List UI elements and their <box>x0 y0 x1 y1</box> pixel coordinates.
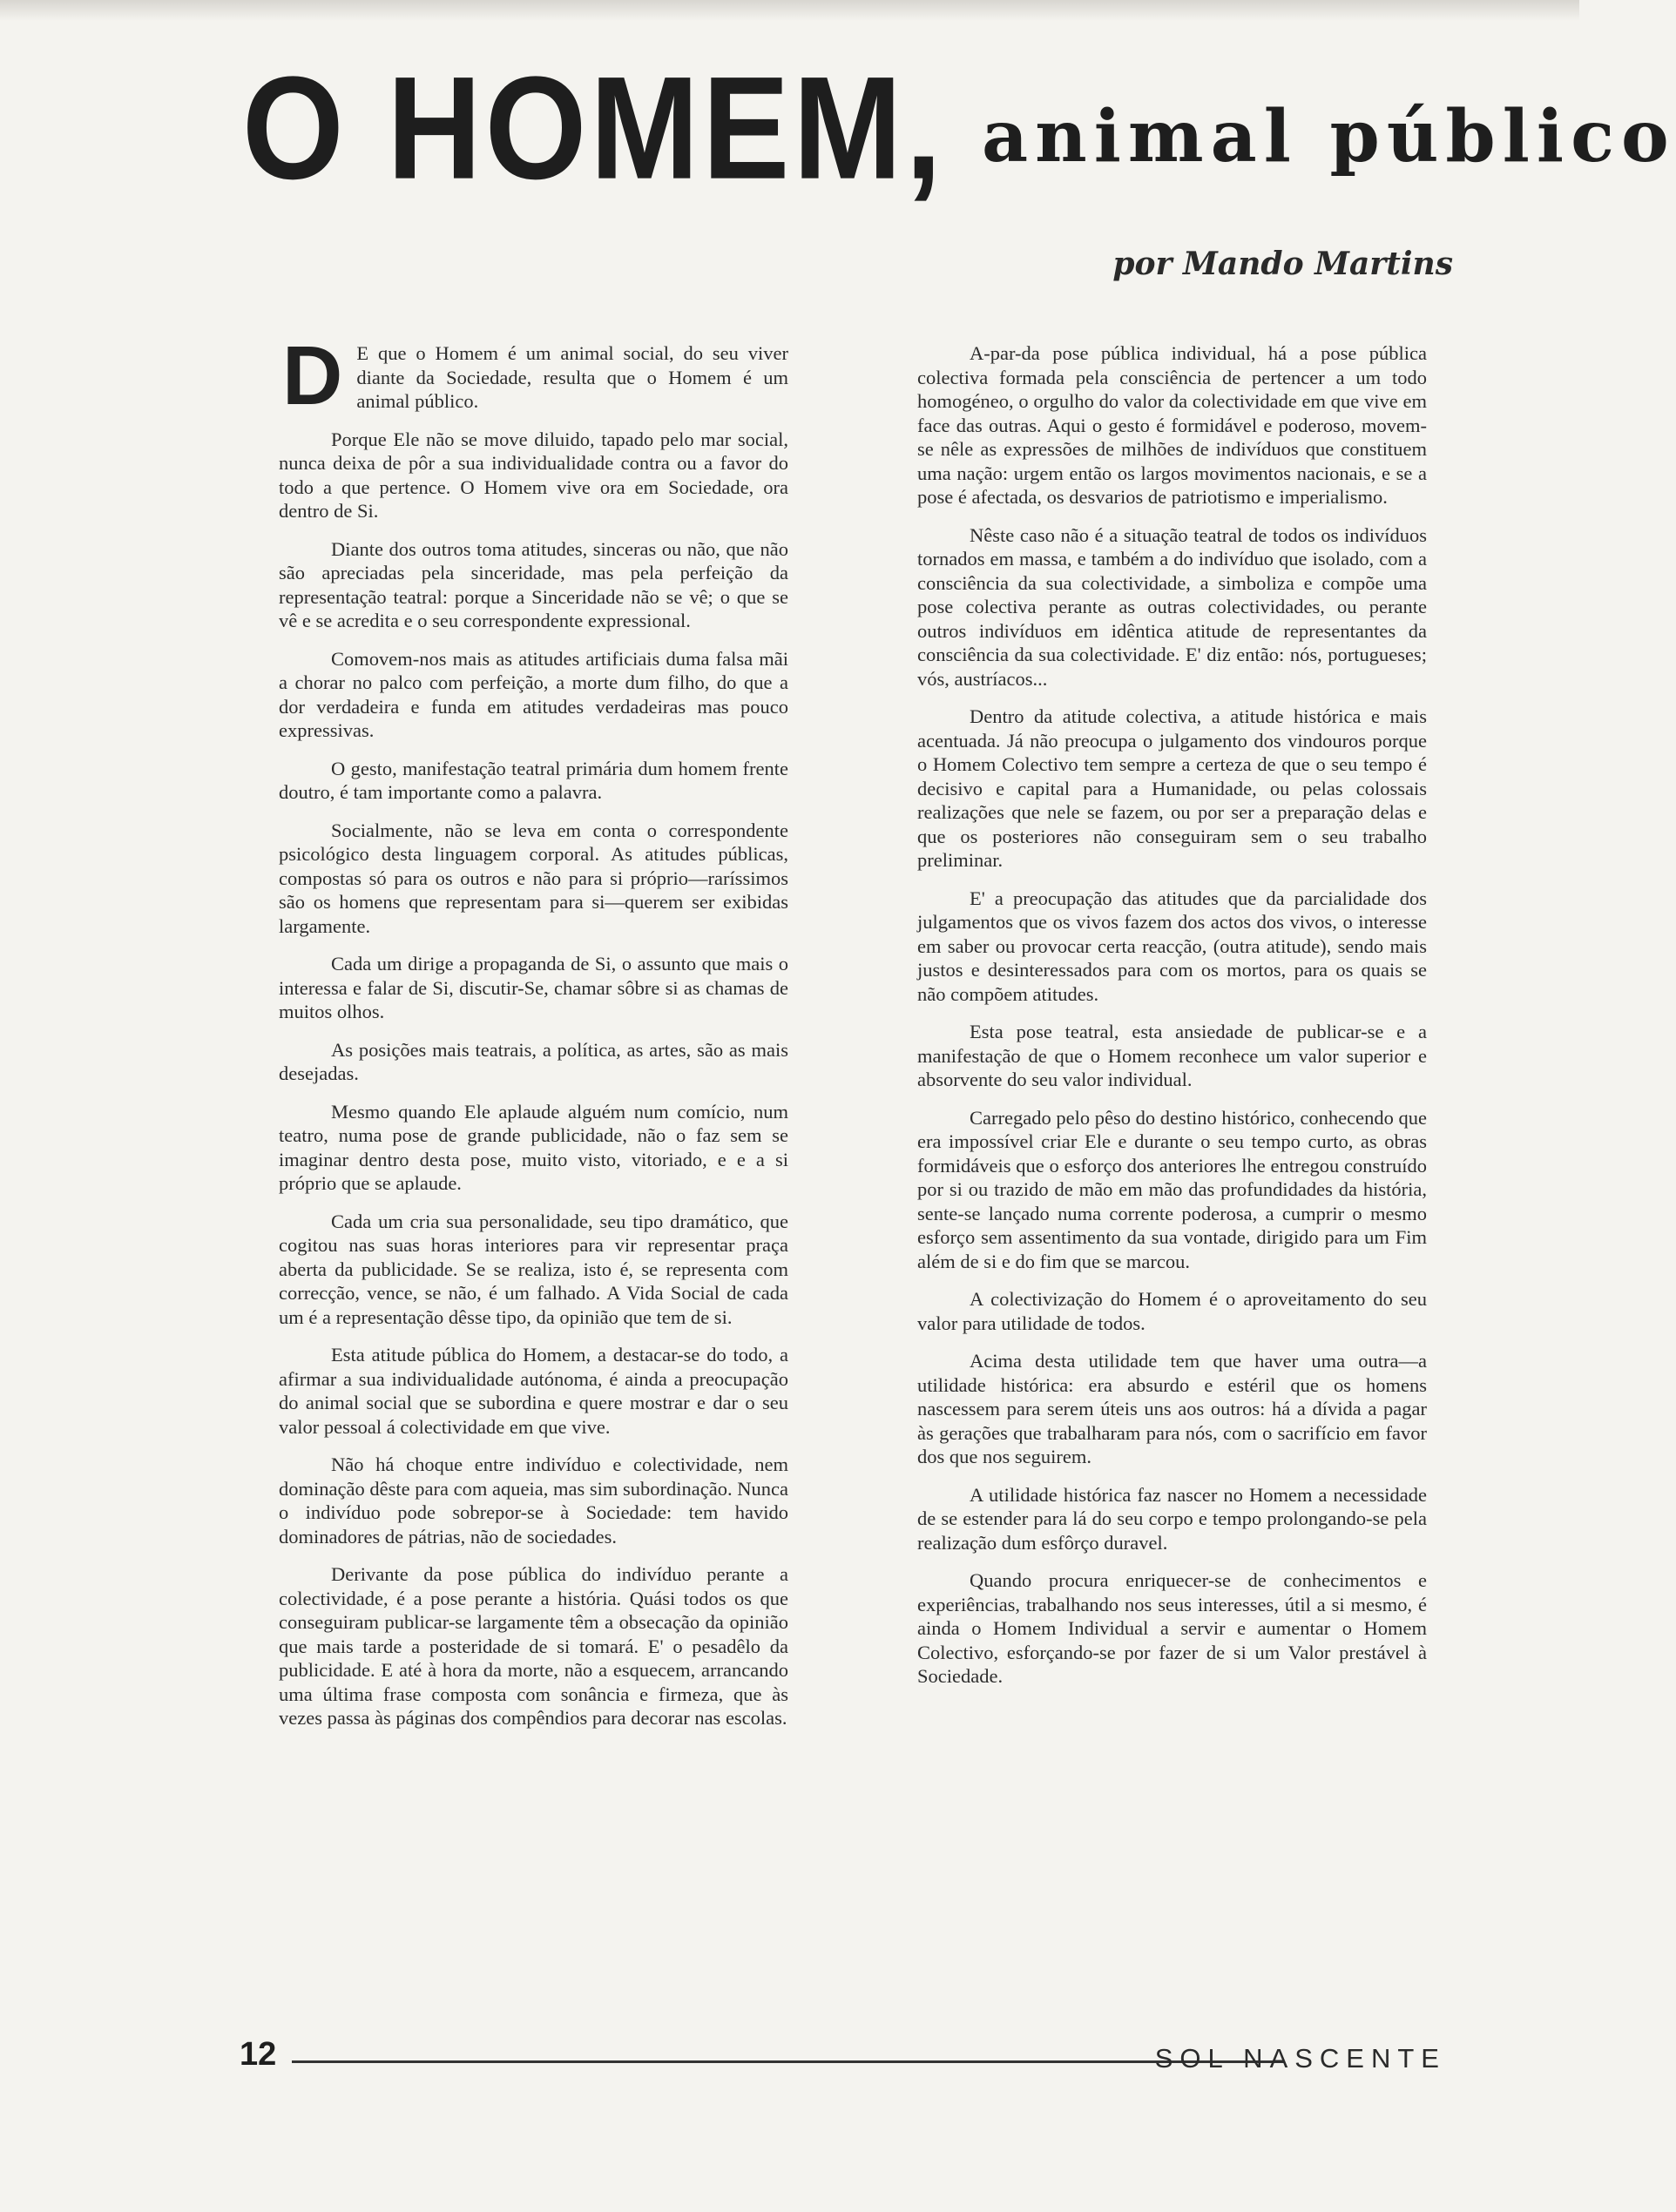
paragraph: Quando procura enriquecer-se de conhecimentos e experiências, trabalhando nos seus interesses, útil a si mesmo, é ainda o Homem Individual a servir e aumentar o Homem Colectivo, esforçando-se por fazer de si um Valor prestável à Sociedade. <box>917 1569 1427 1687</box>
paragraph: Socialmente, não se leva em conta o correspondente psicológico desta linguagem corporal. As atitudes públicas, compostas só para os outros e não para si próprio—raríssimos são os homens que representam para si—querem ser exibidas largamente. <box>279 819 788 937</box>
page-number: 12 <box>240 2036 277 2073</box>
byline: por Mando Martins <box>1112 246 1453 282</box>
title-sub: animal público <box>981 95 1676 179</box>
paragraph: Esta atitude pública do Homem, a destacar-se do todo, a afirmar a sua individualidade autónoma, é ainda a preocupação do animal social que se subordina e quere mostrar e dar o seu valor pessoal á colectividade em que vive. <box>279 1344 788 1438</box>
paragraph: Acima desta utilidade tem que haver uma outra—a utilidade histórica: era absurdo e estéril que os homens nascessem para serem úteis uns aos outros: há a dívida a pagar às gerações que trabalharam para nós, com o sacrifício em favor dos que nos seguirem. <box>917 1350 1427 1467</box>
footer-rule <box>292 2060 1285 2063</box>
paragraph: Dentro da atitude colectiva, a atitude histórica e mais acentuada. Já não preocupa o julgamento dos vindouros porque o Homem Colectivo tem sempre a certeza de que o seu tempo é decisivo e capital para a Humanidade, ou pelas colossais realizações que nele se fazem, ou por ser a preparação delas e que os posteriores não conseguiram sem o seu trabalho preliminar. <box>917 705 1427 871</box>
paragraph: D E que o Homem é um animal social, do seu viver diante da Sociedade, resulta que o Homem é um animal público. <box>282 329 788 422</box>
paragraph: Mesmo quando Ele aplaude alguém num comício, num teatro, numa pose de grande publicidade, não o faz sem se imaginar dentro desta pose, muito visto, vitoriado, e e a si próprio que se aplaude. <box>279 1100 788 1194</box>
drop-cap: D <box>282 329 343 422</box>
paragraph: Comovem-nos mais as atitudes artificiais duma falsa mãi a chorar no palco com perfeição, a morte dum filho, do que a dor verdadeira e funda em atitudes verdadeiras mas pouco expressivas. <box>279 647 788 741</box>
paragraph: Nêste caso não é a situação teatral de todos os indivíduos tornados em massa, e também a do indivíduo que isolado, com a consciência da sua colectividade, a simboliza e compõe uma pose colectiva perante as outras colectividades, ou perante outros indivíduos em idêntica atitude de representantes da consciência da sua colectividade. E' diz então: nós, portugueses; vós, austríacos... <box>917 523 1427 690</box>
paragraph: A-par-da pose pública individual, há a pose pública colectiva formada pela consciência de pertencer a um todo homogéneo, o orgulho do valor da colectividade em que vive em face das outras. Aqui o gesto é formidável e poderoso, movem-se nêle as expressões de milhões de indivíduos que constituem uma nação: urgem então os largos movimentos nacionais, e se a pose é afectada, os desvarios de patriotismo e imperialismo. <box>917 342 1427 508</box>
paragraph: Diante dos outros toma atitudes, sinceras ou não, que não são apreciadas pela sinceridade, mas pela perfeição da representação teatral: porque a Sinceridade não se vê; o que se vê e se acredita e o seu correspondente expressional. <box>279 537 788 631</box>
right-column <box>917 341 1427 1703</box>
title-main: O HOMEM, <box>242 45 945 210</box>
paragraph: E' a preocupação das atitudes que da parcialidade dos julgamentos que os vivos fazem dos actos dos vivos, o interesse em saber ou provocar certa reacção, (outra atitude), sendo mais justos e desinteressados para com os mortos, para os quais se não compõem atitudes. <box>917 887 1427 1005</box>
paragraph: Cada um dirige a propaganda de Si, o assunto que mais o interessa e falar de Si, discutir-Se, chamar sôbre si as chamas de muitos olhos. <box>279 953 788 1022</box>
paragraph: Carregado pelo pêso do destino histórico, conhecendo que era impossível criar Ele e durante o seu tempo curto, as obras formidáveis que o esforço dos anteriores lhe entregou construído por si ou trazido de mão em mão das profundidades da história, sente-se lançado numa corrente poderosa, a cumprir o mesmo esforço sem assentimento da sua vontade, dirigido para um Fim além de si e do fim que se marcou. <box>917 1106 1427 1272</box>
article-title <box>242 45 1676 213</box>
paragraph: A utilidade histórica faz nascer no Homem a necessidade de se estender para lá do seu corpo e tempo prolongando-se pela realização dum esfôrço duravel. <box>917 1483 1427 1554</box>
paragraph: O gesto, manifestação teatral primária dum homem frente doutro, é tam importante como a palavra. <box>279 757 788 803</box>
paragraph: Porque Ele não se move diluido, tapado pelo mar social, nunca deixa de pôr a sua individualidade contra ou a favor do todo a que pertence. O Homem vive ora em Sociedade, ora dentro de Si. <box>279 428 788 522</box>
paragraph: Esta pose teatral, esta ansiedade de publicar-se e a manifestação de que o Homem reconhece um valor superior e absorvente do seu valor individual. <box>917 1021 1427 1090</box>
left-column <box>279 329 788 1744</box>
paragraph: Derivante da pose pública do indivíduo perante a colectividade, é a pose perante a história. Quási todos os que conseguiram publicar-se largamente têm a obsecação da opinião que mais tarde a posteridade de si tomará. E' o pesadêlo da publicidade. E até à hora da morte, não a esquecem, arrancando uma última frase composta com sonância e firmeza, que às vezes passa às páginas dos compêndios para decorar nas escolas. <box>279 1563 788 1729</box>
page-top-edge <box>0 0 1579 21</box>
paragraph: A colectivização do Homem é o aproveitamento do seu valor para utilidade de todos. <box>917 1288 1427 1334</box>
magazine-name: SOL NASCENTE <box>1154 2043 1446 2074</box>
paragraph: Cada um cria sua personalidade, seu tipo dramático, que cogitou nas suas horas interiores para vir representar praça aberta da publicidade. Se se realiza, isto é, se representa com correcção, vence, se não, é um falhado. A Vida Social de cada um é a representação dêsse tipo, da opinião que tem de si. <box>279 1210 788 1328</box>
page-footer <box>240 2036 1446 2080</box>
paragraph: As posições mais teatrais, a política, as artes, são as mais desejadas. <box>279 1038 788 1084</box>
paragraph: Não há choque entre indivíduo e colectividade, nem dominação dêste para com aqueia, mas sim subordinação. Nunca o indivíduo pode sobrepor-se à Sociedade: tem havido dominadores de pátrias, não de sociedades. <box>279 1453 788 1548</box>
